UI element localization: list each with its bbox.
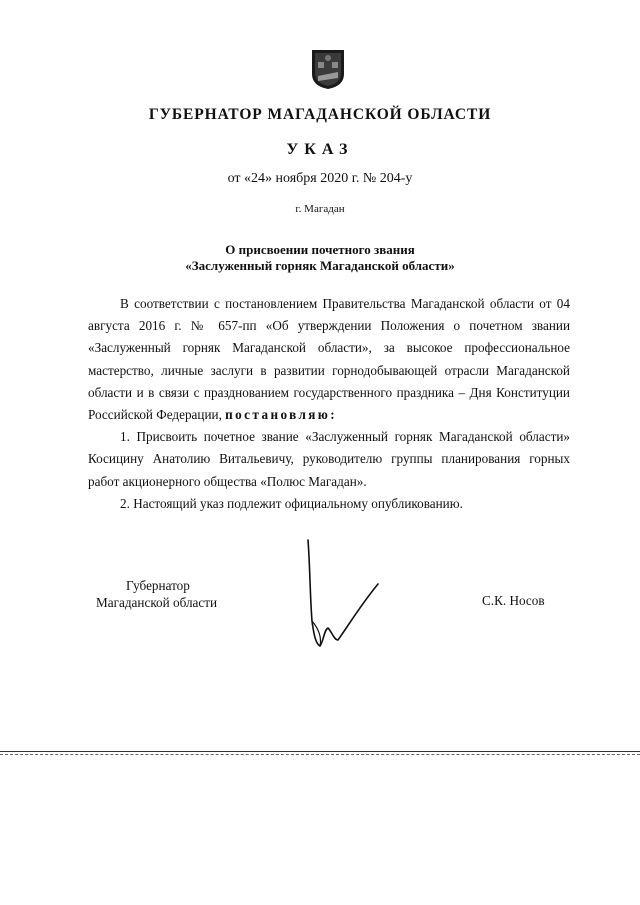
decree-word: постановляю: <box>225 407 338 423</box>
subject-line-2: «Заслуженный горняк Магаданской области» <box>185 258 455 273</box>
decree-item-2: 2. Настоящий указ подлежит официальному опубликованию. <box>120 495 463 511</box>
position-line-1: Губернатор <box>126 578 190 593</box>
preamble-text: В соответствии с постановлением Правительства Магаданской области от 04 августа 2016 г. № 657-пп «Об утверждении Положения о почетном звании «Заслуженный горняк Магаданской области», за высокое профессиональное мастерство, личные заслуги в развитии горнодобывающей отрасли Магаданской области и в связи с празднованием государственного праздника – Дня Конституции Российской Федерации, <box>88 296 570 423</box>
decree-subject <box>0 242 640 274</box>
signatory-name: С.К. Носов <box>482 593 545 608</box>
city: г. Магадан <box>295 203 345 215</box>
position-line-2: Магаданской области <box>96 595 218 610</box>
subject-line-1: О присвоении почетного звания <box>225 242 415 257</box>
date-number: от «24» ноября 2020 г. № 204-у <box>227 171 413 186</box>
coat-of-arms-icon <box>310 48 346 90</box>
signatory-position <box>96 577 217 611</box>
decree-item-1: 1. Присвоить почетное звание «Заслуженный горняк Магаданской области» Косицину Анатолию Витальевичу, руководителю группы планирования горных работ акционерного общества «Полюс Магадан». <box>88 429 570 489</box>
decree-body <box>88 293 570 515</box>
page-divider-dashed <box>0 754 640 755</box>
document-type: УКАЗ <box>286 141 354 158</box>
preamble-paragraph <box>88 293 570 426</box>
handwritten-signature <box>298 536 388 656</box>
authority-heading: ГУБЕРНАТОР МАГАДАНСКОЙ ОБЛАСТИ <box>148 106 492 123</box>
page-divider <box>0 751 640 752</box>
